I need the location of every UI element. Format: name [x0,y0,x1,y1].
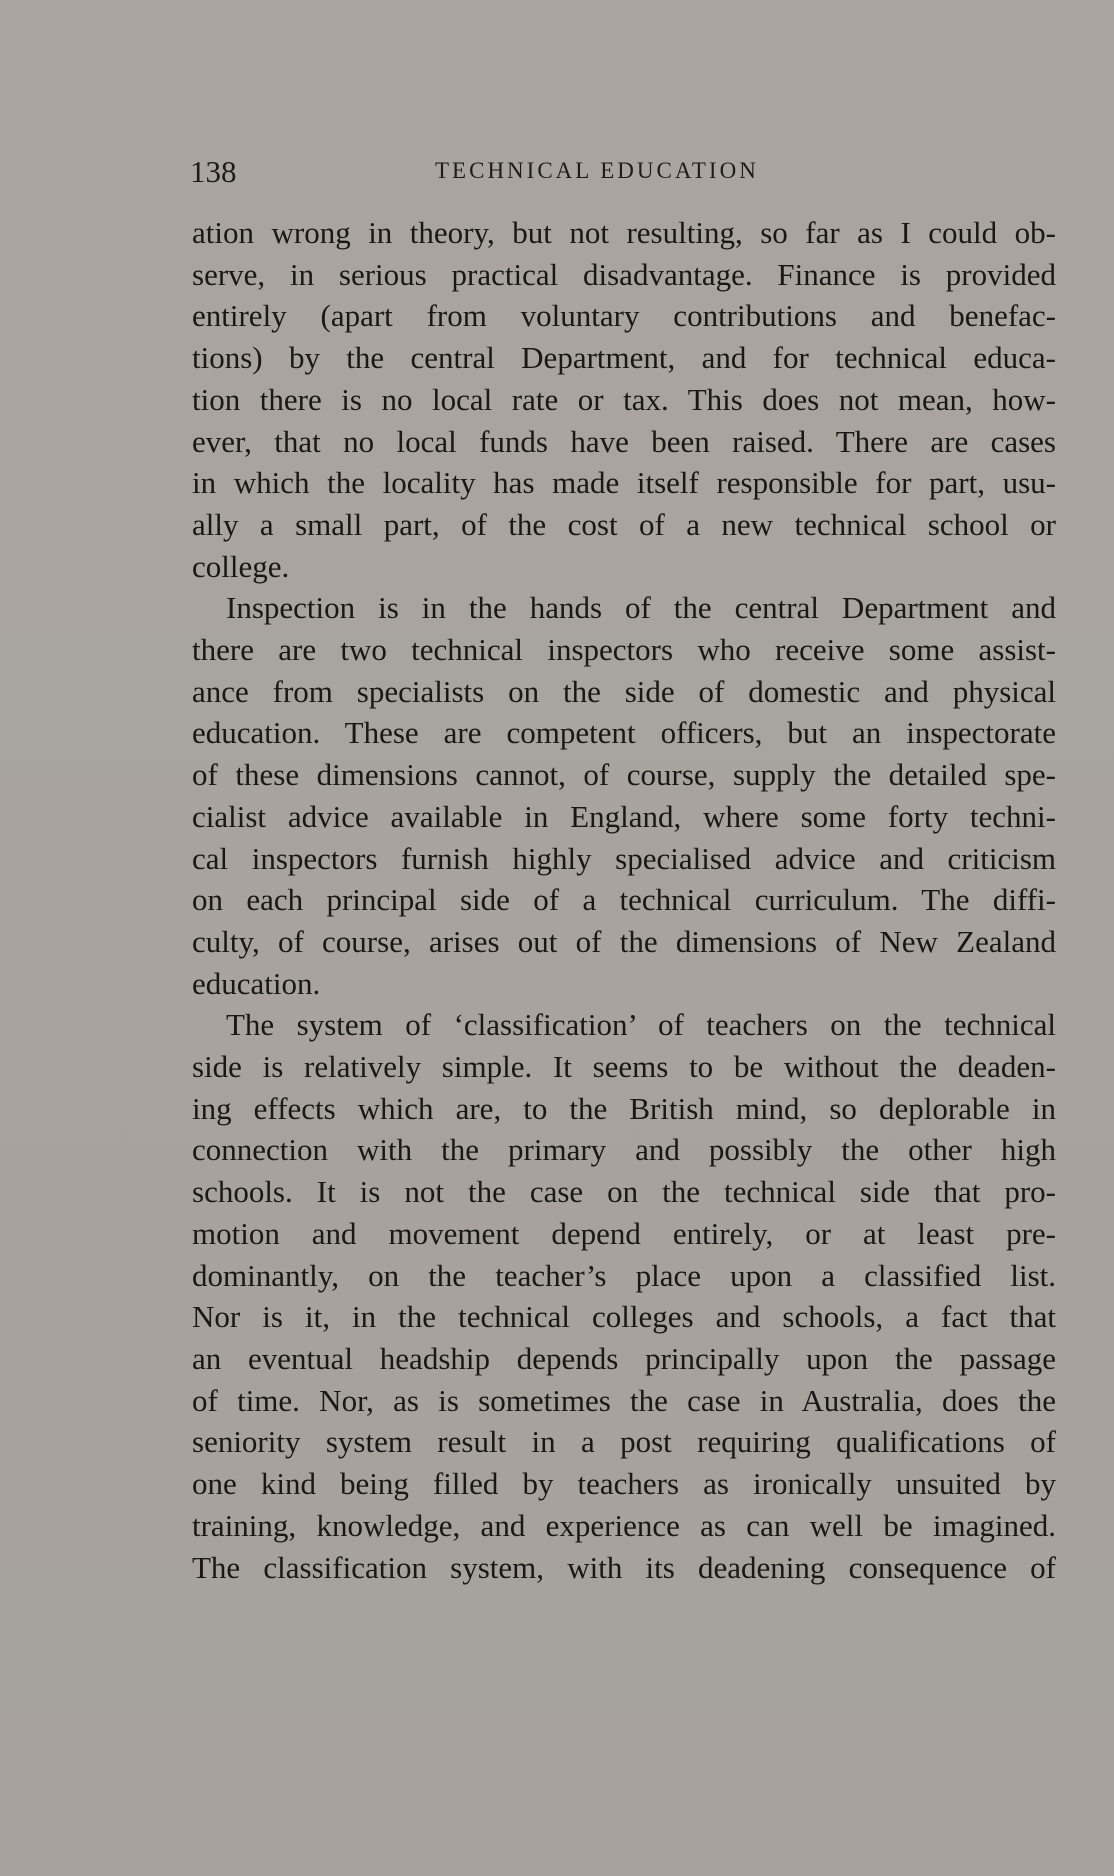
text-line: cialist advice available in England, where some forty techni- [192,798,1056,834]
text-line: in which the locality has made itself responsible for part, usu- [192,465,1056,501]
text-line: seniority system result in a post requiring qualifications of [192,1424,1056,1460]
text-line: tion there is no local rate or tax. This does not mean, how- [192,381,1056,417]
page-number: 138 [190,154,237,189]
text-line: connection with the primary and possibly the other high [192,1132,1056,1168]
text-line: serve, in serious practical disadvantage. Finance is provided [192,256,1056,292]
paragraph [192,587,1056,1004]
text-line: dominantly, on the teacher’s place upon a classified list. [192,1257,1056,1293]
text-line: The classification system, with its deadening consequence of [192,1549,1056,1585]
text-line: training, knowledge, and experience as can well be imagined. [192,1507,1056,1543]
text-line: ally a small part, of the cost of a new technical school or [192,506,1056,542]
paragraph [192,212,1056,587]
text-line: side is relatively simple. It seems to be without the deaden- [192,1049,1056,1085]
text-line: entirely (apart from voluntary contributions and benefac- [192,298,1056,334]
text-line: of these dimensions cannot, of course, supply the detailed spe- [192,757,1056,793]
text-line: education. These are competent officers, but an inspectorate [192,715,1056,751]
text-line: schools. It is not the case on the technical side that pro- [192,1174,1056,1210]
text-line: on each principal side of a technical curriculum. The diffi- [192,882,1056,918]
text-line: college. [192,548,290,584]
text-line: The system of ‘classification’ of teachers on the technical [226,1007,1056,1043]
text-line: ance from specialists on the side of domestic and physical [192,673,1056,709]
text-line: tions) by the central Department, and for technical educa- [192,340,1056,376]
body-text [192,212,1056,1588]
text-line: ation wrong in theory, but not resulting, so far as I could ob- [192,215,1056,250]
text-line: motion and movement depend entirely, or at least pre- [192,1215,1056,1251]
text-line: of time. Nor, as is sometimes the case in Australia, does the [192,1382,1056,1418]
text-line: culty, of course, arises out of the dimensions of New Zealand [192,923,1056,959]
text-line: an eventual headship depends principally upon the passage [192,1340,1056,1376]
running-title: TECHNICAL EDUCATION [435,158,759,183]
text-line: one kind being filled by teachers as ironically unsuited by [192,1466,1056,1502]
paragraph [192,1004,1056,1588]
text-line: there are two technical inspectors who receive some assist- [192,632,1056,668]
text-line: ever, that no local funds have been raised. There are cases [192,423,1056,459]
text-line: education. [192,965,321,1001]
text-line: Inspection is in the hands of the central Department and [226,590,1056,626]
text-line: cal inspectors furnish highly specialised advice and criticism [192,840,1056,876]
page-header [190,150,1060,194]
text-line: Nor is it, in the technical colleges and schools, a fact that [192,1299,1056,1335]
text-line: ing effects which are, to the British mind, so deplorable in [192,1090,1056,1126]
